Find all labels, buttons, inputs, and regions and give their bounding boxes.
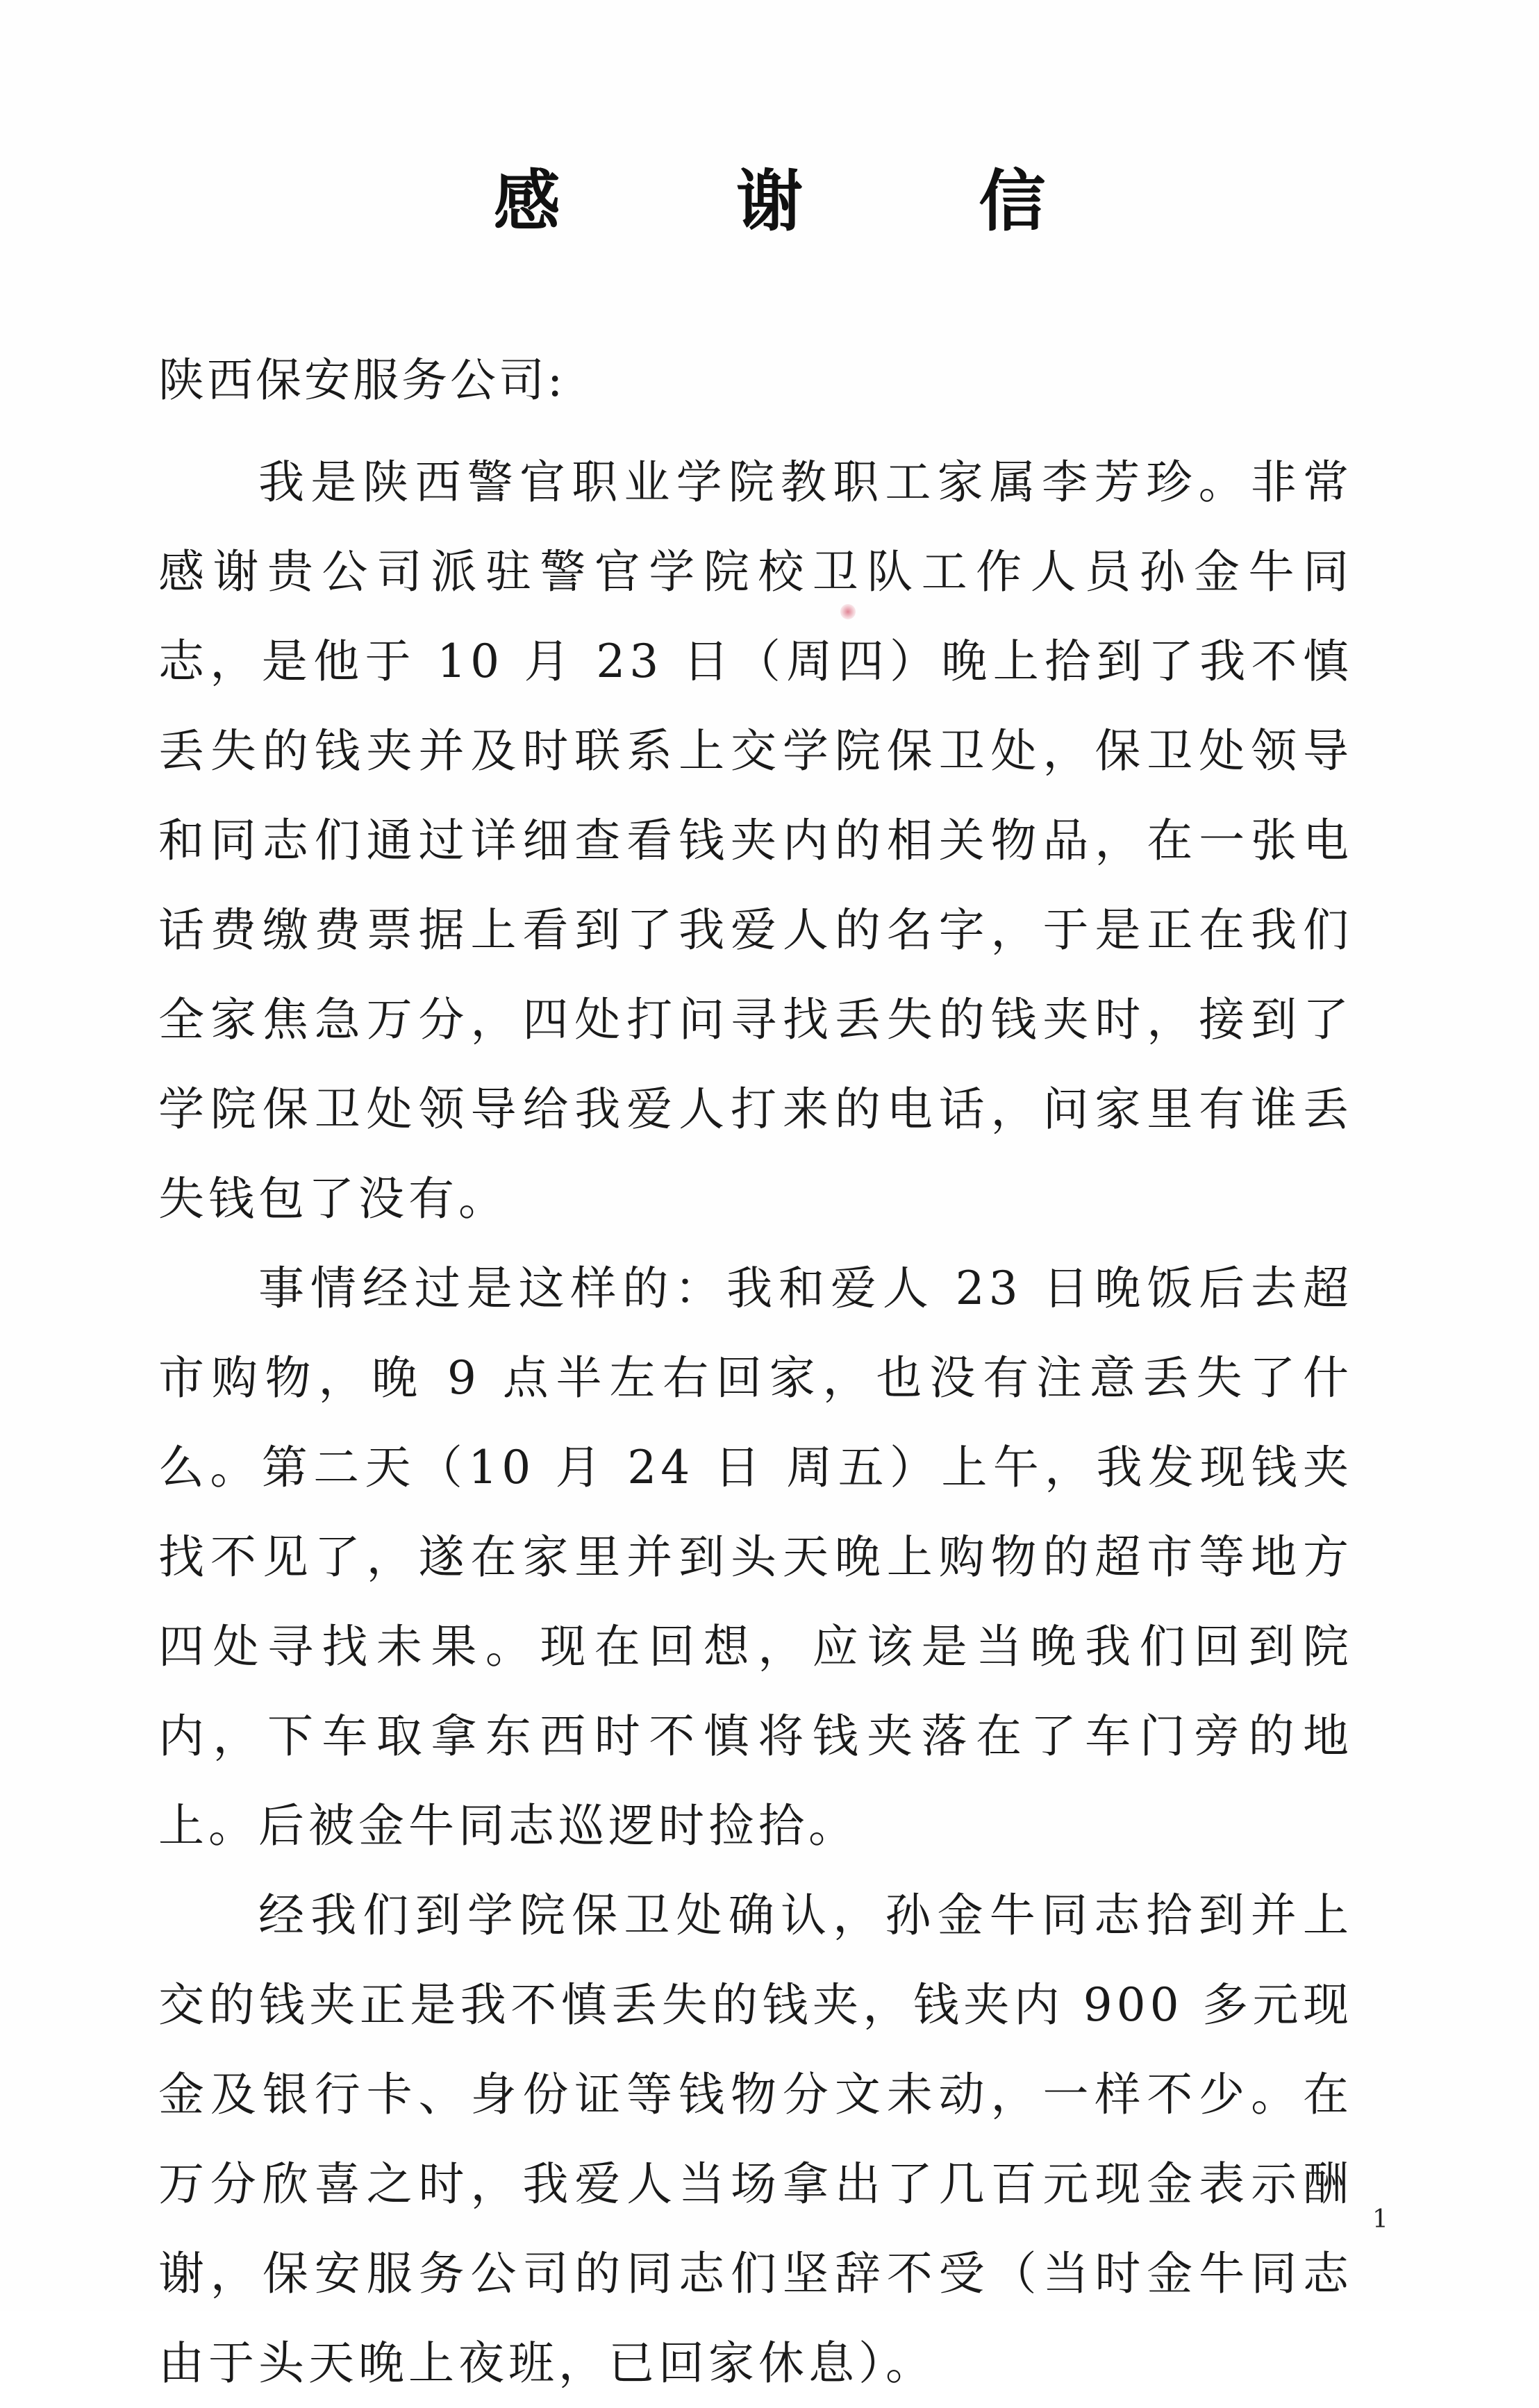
- body-paragraph-2: 事情经过是这样的：我和爱人 23 日晚饭后去超市购物，晚 9 点半左右回家，也没有注意丢失了什么。第二天（10 月 24 日 周五）上午，我发现钱夹找不见了，遂在家里并到头天晚上购物的超市等地方四处寻找未果。现在回想，应该是当晚我们回到院内，下车取拿东西时不慎将钱夹落在了车门旁的地上。后被金牛同志巡逻时捡拾。: [158, 1262, 1353, 1853]
- ink-speck: [840, 604, 856, 619]
- body-paragraph-1: 我是陕西警官职业学院教职工家属李芳珍。非常感谢贵公司派驻警官学院校卫队工作人员孙金牛同志，是他于 10 月 23 日（周四）晚上拾到了我不慎丢失的钱夹并及时联系上交学院保卫处，保卫处领导和同志们通过详细查看钱夹内的相关物品，在一张电话费缴费票据上看到了我爱人的名字，于是正在我们全家焦急万分，四处打问寻找丢失的钱夹时，接到了学院保卫处领导给我爱人打来的电话，问家里有谁丢失钱包了没有。: [158, 455, 1353, 1226]
- page-number: 1: [1372, 2205, 1388, 2234]
- letter-body: [158, 437, 1353, 2408]
- body-paragraph-3: 经我们到学院保卫处确认，孙金牛同志拾到并上交的钱夹正是我不慎丢失的钱夹，钱夹内 900 多元现金及银行卡、身份证等钱物分文未动，一样不少。在万分欣喜之时，我爱人当场拿出了几百元现金表示酬谢，保安服务公司的同志们坚辞不受（当时金牛同志由于头天晚上夜班，已回家休息）。: [158, 1889, 1353, 2390]
- letter-salutation: 陕西保安服务公司:: [158, 353, 566, 407]
- letter-title: 感 谢 信: [493, 162, 1122, 240]
